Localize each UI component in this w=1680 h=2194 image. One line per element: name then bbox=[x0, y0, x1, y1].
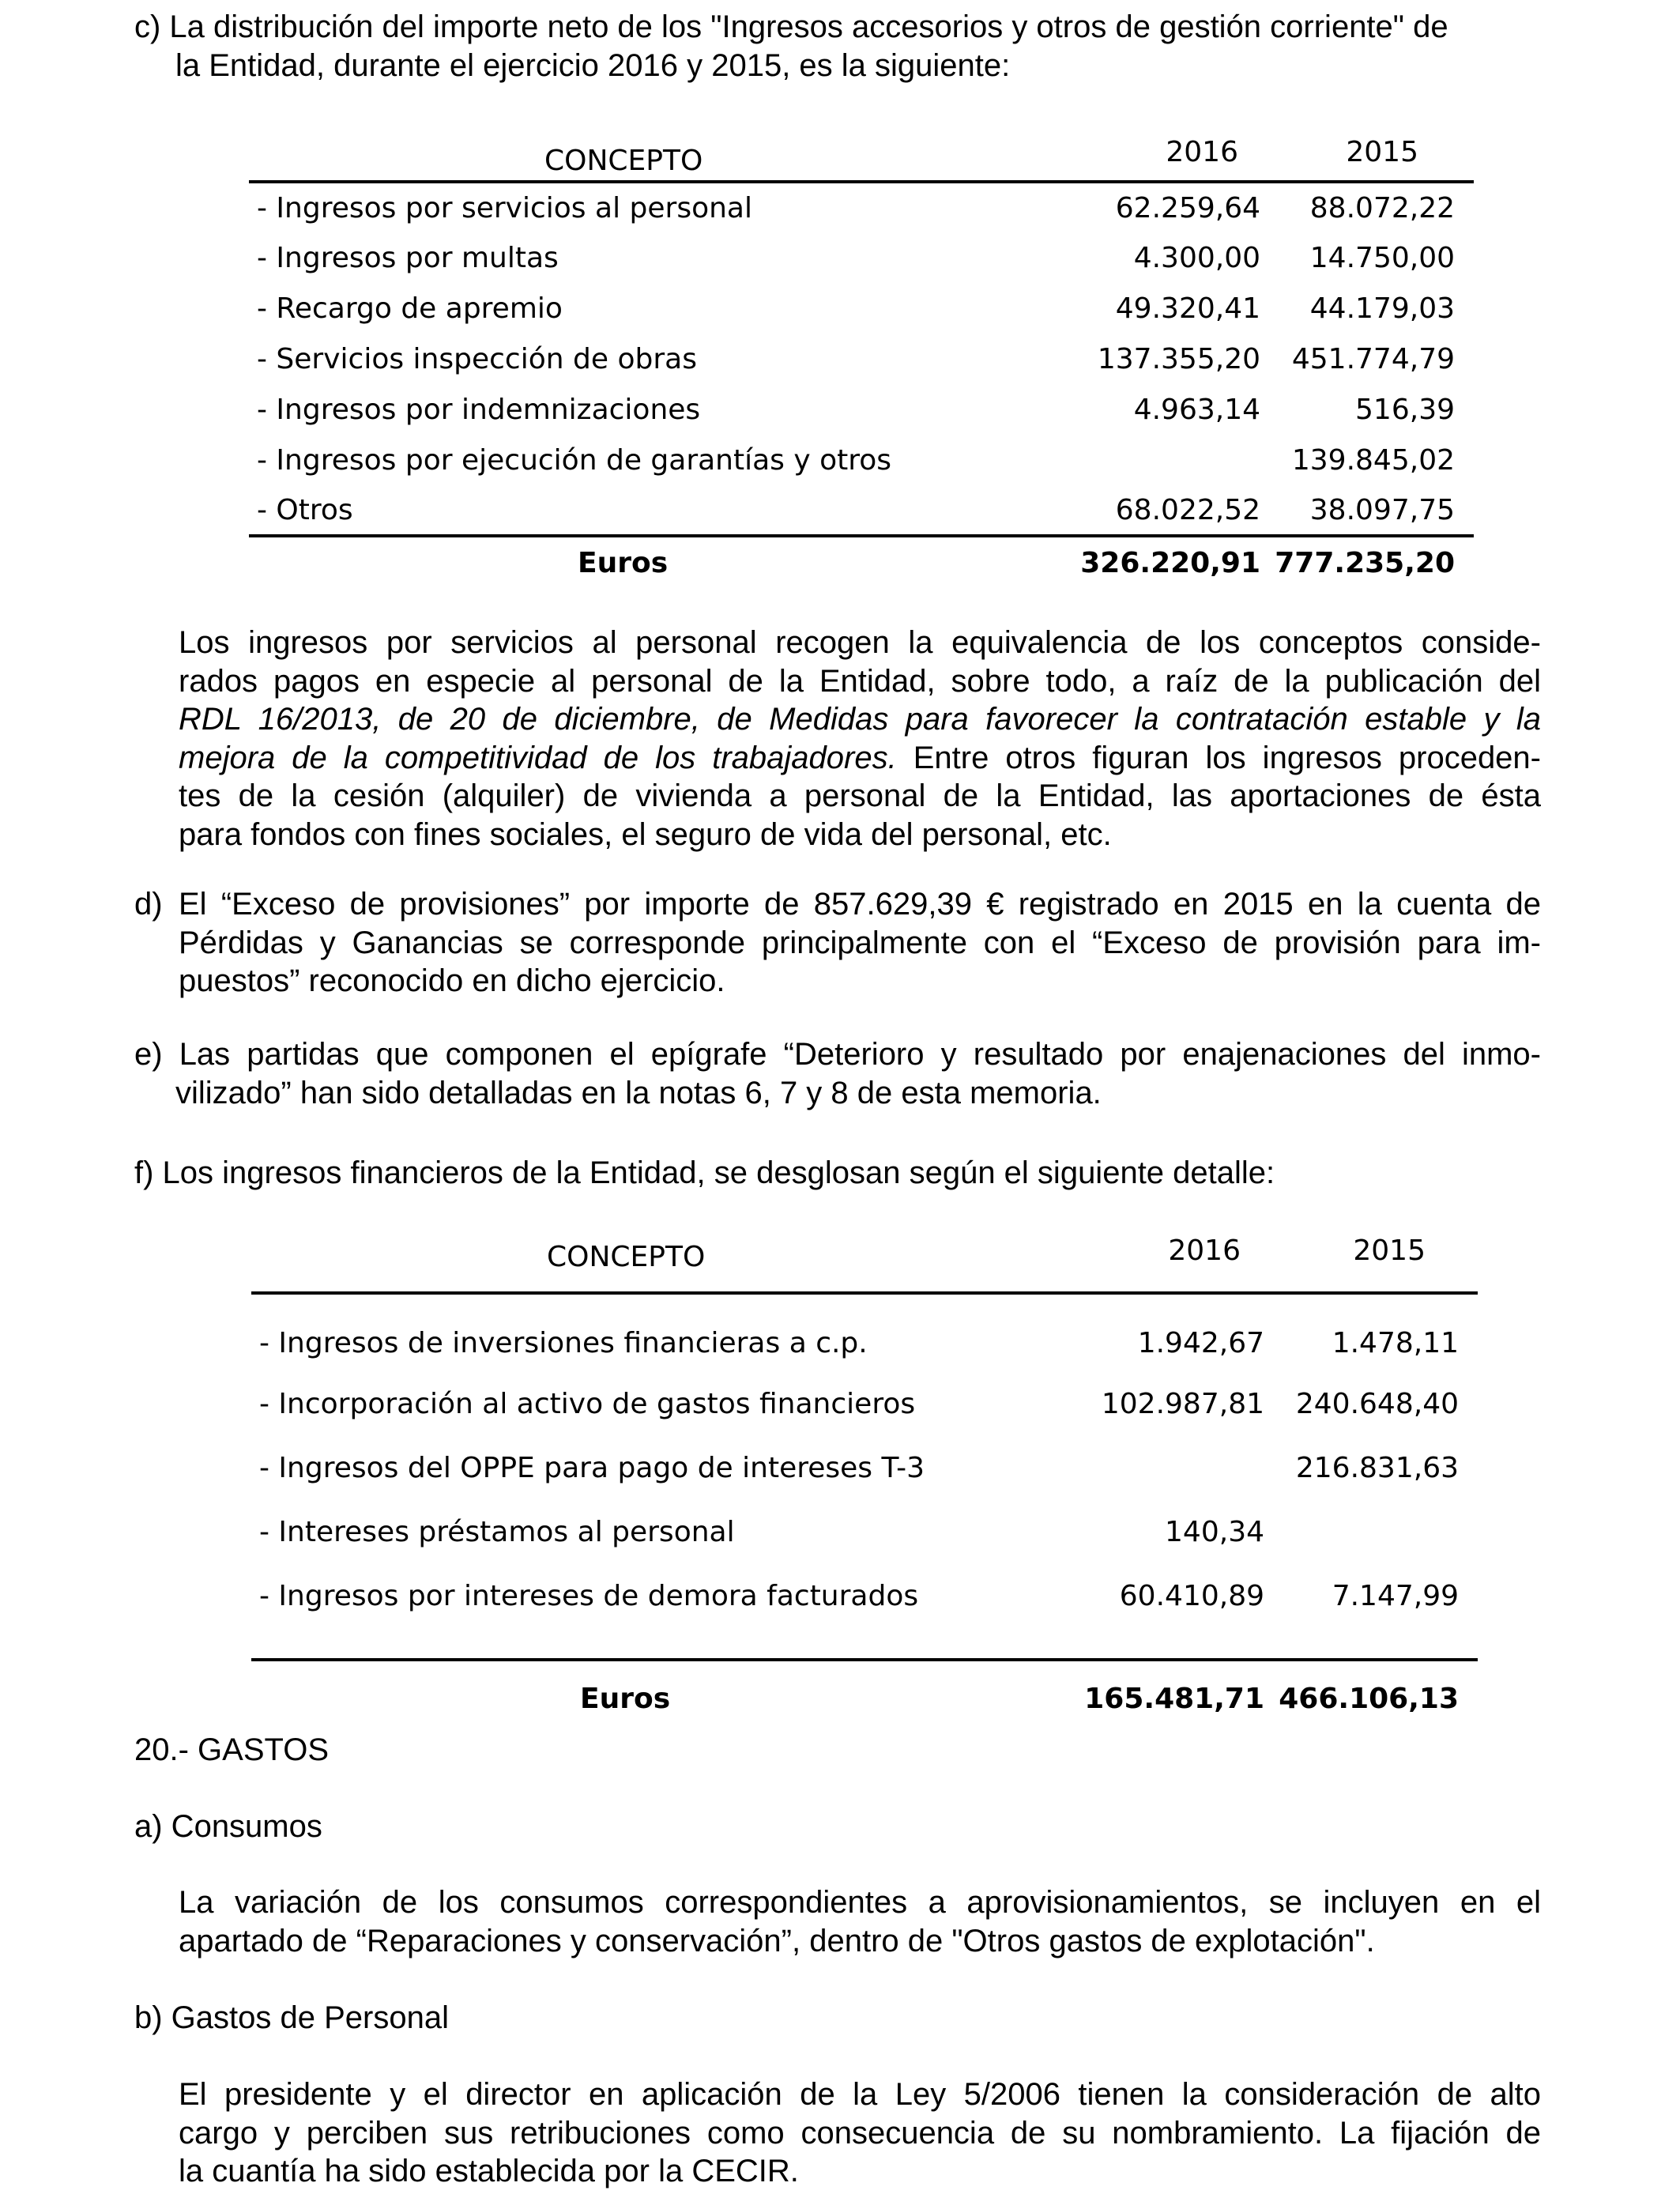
table1-row-2015: 44.179,03 bbox=[1309, 292, 1455, 325]
table1-row-2015: 451.774,79 bbox=[1291, 342, 1455, 375]
table2-spacer-row bbox=[251, 1628, 1478, 1660]
personal-services-paragraph bbox=[179, 624, 1541, 854]
table2-row-2016: 60.410,89 bbox=[1119, 1580, 1264, 1612]
section-f-intro bbox=[134, 1154, 1541, 1193]
personal-para-line-6: para fondos con fines sociales, el seguro de vida del personal, etc. bbox=[179, 816, 1112, 852]
section-20-b-line-3: la cuantía ha sido establecida por la CECIR. bbox=[179, 2154, 799, 2188]
table2-row-2016: 140,34 bbox=[1165, 1516, 1264, 1548]
table2-row-2015: 240.648,40 bbox=[1295, 1388, 1459, 1420]
table2-row-concept: - Intereses préstamos al personal bbox=[259, 1516, 735, 1548]
table2-row-concept: - Ingresos de inversiones financieras a c.p. bbox=[259, 1327, 868, 1359]
table1-header-concept: CONCEPTO bbox=[544, 145, 703, 177]
table-row bbox=[251, 1500, 1478, 1564]
personal-para-line-2: rados pagos en especie al personal de la Entidad, sobre todo, a raíz de la publicación del bbox=[179, 663, 1541, 699]
table2-total-2015: 466.106,13 bbox=[1279, 1682, 1459, 1715]
section-20-b-line-1: El presidente y el director en aplicación de la Ley 5/2006 tienen la consideración de alto bbox=[179, 2077, 1541, 2112]
table1-header-2015: 2015 bbox=[1346, 136, 1418, 168]
table1-row-concept: - Ingresos por indemnizaciones bbox=[257, 393, 701, 426]
table1-row-2016: 62.259,64 bbox=[1115, 191, 1260, 224]
table1-row-concept: - Ingresos por ejecución de garantías y otros bbox=[257, 443, 892, 477]
table2-row-2016 bbox=[1065, 1436, 1264, 1500]
table1-row-2016 bbox=[1063, 435, 1260, 485]
table2-spacer-cell bbox=[251, 1628, 1065, 1660]
table2-row-2016: 102.987,81 bbox=[1101, 1388, 1264, 1420]
table-row bbox=[251, 1436, 1478, 1500]
section-d-line-1: El “Exceso de provisiones” por importe de 857.629,39 € registrado en 2015 en la cuenta de bbox=[179, 887, 1541, 922]
table1-row-2015: 516,39 bbox=[1355, 393, 1455, 426]
table-row bbox=[251, 1372, 1478, 1436]
section-c-line-1: c) La distribución del importe neto de los "Ingresos accesorios y otros de gestión corriente" de bbox=[134, 9, 1448, 44]
table2-header-2015: 2015 bbox=[1353, 1235, 1426, 1267]
section-20-b-paragraph bbox=[179, 2075, 1541, 2191]
table1-total-2015: 777.235,20 bbox=[1275, 546, 1455, 579]
table1-row-2016: 4.300,00 bbox=[1133, 241, 1260, 274]
table-row bbox=[249, 182, 1474, 232]
table2-header-concept: CONCEPTO bbox=[547, 1241, 706, 1273]
personal-para-line-4 bbox=[179, 739, 1541, 778]
table1-row-concept: - Recargo de apremio bbox=[257, 292, 563, 325]
section-d-line-3: puestos” reconocido en dicho ejercicio. bbox=[179, 963, 725, 998]
table2-total-row bbox=[251, 1660, 1478, 1736]
table1-row-concept: - Otros bbox=[257, 493, 353, 526]
table-row bbox=[249, 435, 1474, 485]
table2-row-2016: 1.942,67 bbox=[1137, 1327, 1264, 1359]
financial-income-table bbox=[251, 1235, 1478, 1736]
personal-para-line-5: tes de la cesión (alquiler) de vivienda a personal de la Entidad, las aportaciones de ésta bbox=[179, 778, 1541, 813]
table-row bbox=[249, 334, 1474, 384]
table1-row-2015: 139.845,02 bbox=[1291, 443, 1455, 477]
table2-total-label: Euros bbox=[580, 1682, 671, 1715]
section-20-a-line-1: La variación de los consumos correspondientes a aprovisionamientos, se incluyen en el bbox=[179, 1885, 1541, 1920]
table2-row-concept: - Incorporación al activo de gastos financieros bbox=[259, 1388, 916, 1420]
table1-total-label: Euros bbox=[578, 546, 669, 579]
section-d-line-2: Pérdidas y Ganancias se corresponde principalmente con el “Exceso de provisión para im- bbox=[179, 925, 1541, 960]
table1-row-2016: 4.963,14 bbox=[1133, 393, 1260, 426]
table2-row-2015: 216.831,63 bbox=[1295, 1452, 1459, 1484]
table-row bbox=[249, 283, 1474, 334]
personal-para-line-3: RDL 16/2013, de 20 de diciembre, de Medidas para favorecer la contratación estable y la bbox=[179, 702, 1541, 737]
table1-row-2016: 137.355,20 bbox=[1097, 342, 1260, 375]
table1-row-concept: - Ingresos por servicios al personal bbox=[257, 191, 752, 224]
table1-row-2016: 49.320,41 bbox=[1115, 292, 1260, 325]
section-20-a-paragraph bbox=[179, 1883, 1541, 1960]
table-row bbox=[249, 232, 1474, 283]
section-d-marker: d) bbox=[134, 887, 163, 922]
personal-para-line-4-rest: Entre otros figuran los ingresos proceden- bbox=[896, 740, 1541, 775]
personal-para-line-4-italic: mejora de la competitividad de los trabajadores. bbox=[179, 740, 897, 775]
personal-para-line-1: Los ingresos por servicios al personal recogen la equivalencia de los conceptos conside- bbox=[179, 625, 1541, 660]
table1-total-row bbox=[249, 536, 1474, 588]
table2-row-concept: - Ingresos por intereses de demora facturados bbox=[259, 1580, 919, 1612]
section-20-b-line-2: cargo y perciben sus retribuciones como consecuencia de su nombramiento. La fijación de bbox=[179, 2115, 1541, 2151]
table-row bbox=[249, 384, 1474, 435]
section-20-a-line-2: apartado de “Reparaciones y conservación”, dentro de "Otros gastos de explotación". bbox=[179, 1923, 1375, 1958]
table1-row-2015: 88.072,22 bbox=[1309, 191, 1455, 224]
section-e-line-1: e) Las partidas que componen el epígrafe “Deterioro y resultado por enajenaciones del inmo- bbox=[134, 1037, 1541, 1072]
table1-row-2015: 38.097,75 bbox=[1309, 493, 1455, 526]
table2-row-2015 bbox=[1264, 1500, 1478, 1564]
table2-row-2015: 1.478,11 bbox=[1332, 1327, 1459, 1359]
section-20-title: 20.- GASTOS bbox=[134, 1732, 330, 1767]
table-row bbox=[251, 1564, 1478, 1628]
section-e-paragraph bbox=[134, 1035, 1541, 1112]
table2-spacer-cell bbox=[1264, 1628, 1478, 1660]
table-row bbox=[249, 485, 1474, 536]
section-20-b-title: b) Gastos de Personal bbox=[134, 2000, 449, 2035]
table2-total-2016: 165.481,71 bbox=[1084, 1682, 1264, 1715]
table2-header-2016: 2016 bbox=[1168, 1235, 1241, 1267]
section-20-a-title: a) Consumos bbox=[134, 1809, 322, 1844]
section-c-line-2: la Entidad, durante el ejercicio 2016 y 2015, es la siguiente: bbox=[175, 47, 1011, 83]
table-row bbox=[251, 1293, 1478, 1372]
table1-row-concept: - Servicios inspección de obras bbox=[257, 342, 697, 375]
table1-header-2016: 2016 bbox=[1166, 136, 1238, 168]
table1-row-concept: - Ingresos por multas bbox=[257, 241, 559, 274]
table1-row-2015: 14.750,00 bbox=[1309, 241, 1455, 274]
table1-total-2016: 326.220,91 bbox=[1080, 546, 1260, 579]
table2-row-concept: - Ingresos del OPPE para pago de intereses T-3 bbox=[259, 1452, 925, 1484]
table2-spacer-cell bbox=[1065, 1628, 1264, 1660]
accessory-income-table bbox=[249, 136, 1474, 588]
table1-row-2016: 68.022,52 bbox=[1115, 493, 1260, 526]
section-c-intro bbox=[134, 8, 1541, 85]
section-e-line-2: vilizado” han sido detalladas en la notas 6, 7 y 8 de esta memoria. bbox=[175, 1075, 1102, 1110]
section-d-paragraph bbox=[179, 885, 1541, 1001]
section-f-line-1: f) Los ingresos financieros de la Entidad, se desglosan según el siguiente detalle: bbox=[134, 1155, 1275, 1190]
table2-row-2015: 7.147,99 bbox=[1332, 1580, 1459, 1612]
